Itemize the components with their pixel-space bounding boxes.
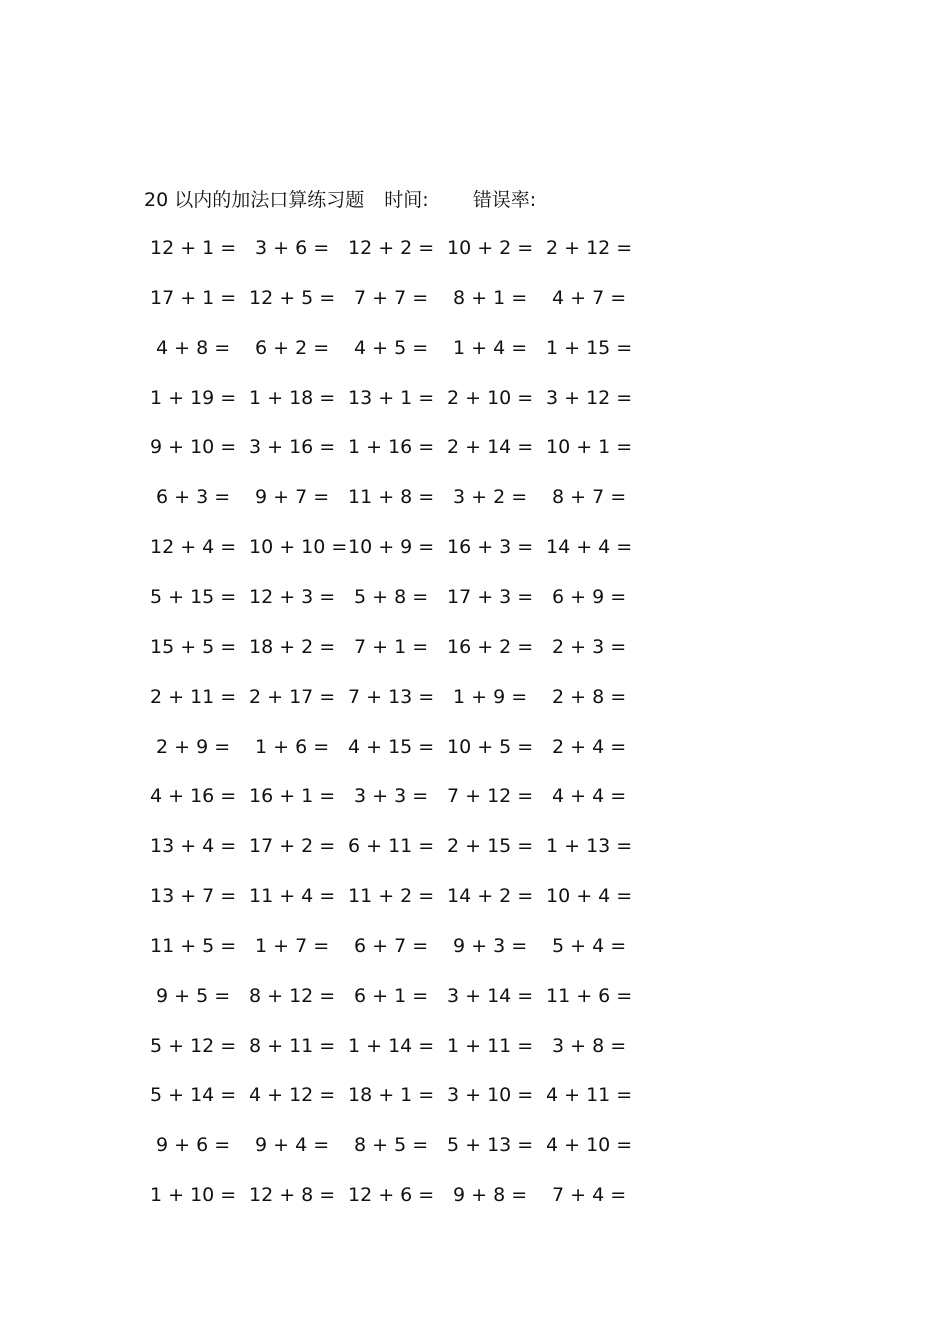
problem-item: 9 + 4 =	[255, 1134, 330, 1157]
problem-item: 6 + 7 =	[354, 934, 429, 957]
problem-item: 6 + 1 =	[354, 984, 429, 1007]
problem-item: 9 + 8 =	[453, 1184, 528, 1207]
problem-item: 5 + 12 =	[150, 1034, 237, 1057]
problem-item: 6 + 9 =	[552, 585, 627, 608]
problem-item: 10 + 4 =	[546, 885, 633, 908]
problem-item: 3 + 16 =	[249, 436, 336, 459]
problem-item: 1 + 15 =	[546, 336, 633, 359]
problem-item: 16 + 3 =	[447, 536, 534, 559]
problem-item: 11 + 5 =	[150, 934, 237, 957]
problem-item: 1 + 13 =	[546, 835, 633, 858]
problem-item: 1 + 18 =	[249, 386, 336, 409]
problem-item: 12 + 2 =	[348, 237, 435, 259]
problem-item: 8 + 1 =	[453, 286, 528, 309]
problem-item: 2 + 14 =	[447, 436, 534, 459]
problem-item: 8 + 11 =	[249, 1034, 336, 1057]
problem-item: 15 + 5 =	[150, 635, 237, 658]
problem-item: 2 + 12 =	[546, 237, 633, 259]
problem-item: 9 + 6 =	[156, 1134, 231, 1157]
worksheet-title: 20 以内的加法口算练习题	[144, 189, 365, 211]
problem-item: 3 + 10 =	[447, 1084, 534, 1107]
problem-item: 4 + 8 =	[156, 336, 231, 359]
problem-item: 4 + 7 =	[552, 286, 627, 309]
problem-item: 11 + 6 =	[546, 984, 633, 1007]
problem-item: 3 + 6 =	[255, 237, 330, 259]
problem-item: 4 + 16 =	[150, 785, 237, 808]
problem-item: 2 + 8 =	[552, 685, 627, 708]
problem-item: 8 + 5 =	[354, 1134, 429, 1157]
time-label: 时间:	[384, 189, 429, 211]
problem-item: 4 + 11 =	[546, 1084, 633, 1107]
problem-item: 2 + 10 =	[447, 386, 534, 409]
problem-item: 13 + 7 =	[150, 885, 237, 908]
problem-item: 18 + 2 =	[249, 635, 336, 658]
problem-item: 3 + 12 =	[546, 386, 633, 409]
problem-item: 7 + 1 =	[354, 635, 429, 658]
problem-item: 7 + 4 =	[552, 1184, 627, 1207]
problem-item: 2 + 15 =	[447, 835, 534, 858]
problem-item: 1 + 9 =	[453, 685, 528, 708]
problem-item: 12 + 1 =	[150, 237, 237, 259]
problem-item: 13 + 1 =	[348, 386, 435, 409]
problem-item: 10 + 2 =	[447, 237, 534, 259]
problem-item: 4 + 4 =	[552, 785, 627, 808]
problem-item: 7 + 12 =	[447, 785, 534, 808]
problem-item: 7 + 13 =	[348, 685, 435, 708]
problem-item: 1 + 11 =	[447, 1034, 534, 1057]
problem-item: 16 + 2 =	[447, 635, 534, 658]
problem-item: 11 + 2 =	[348, 885, 435, 908]
problem-item: 2 + 3 =	[552, 635, 627, 658]
problem-item: 10 + 5 =	[447, 735, 534, 758]
problem-item: 4 + 12 =	[249, 1084, 336, 1107]
problem-item: 2 + 9 =	[156, 735, 231, 758]
problem-item: 5 + 13 =	[447, 1134, 534, 1157]
problem-item: 9 + 5 =	[156, 984, 231, 1007]
problem-item: 3 + 8 =	[552, 1034, 627, 1057]
problem-item: 9 + 3 =	[453, 934, 528, 957]
problem-item: 5 + 14 =	[150, 1084, 237, 1107]
problem-item: 2 + 11 =	[150, 685, 237, 708]
problem-item: 6 + 11 =	[348, 835, 435, 858]
problem-item: 3 + 3 =	[354, 785, 429, 808]
problem-item: 4 + 5 =	[354, 336, 429, 359]
problem-item: 1 + 16 =	[348, 436, 435, 459]
problem-item: 1 + 4 =	[453, 336, 528, 359]
problem-item: 12 + 5 =	[249, 286, 336, 309]
problem-item: 2 + 17 =	[249, 685, 336, 708]
problem-item: 17 + 3 =	[447, 585, 534, 608]
problem-item: 16 + 1 =	[249, 785, 336, 808]
problem-item: 1 + 19 =	[150, 386, 237, 409]
problem-item: 5 + 8 =	[354, 585, 429, 608]
problem-item: 3 + 2 =	[453, 486, 528, 509]
problem-item: 5 + 4 =	[552, 934, 627, 957]
problem-item: 12 + 4 =	[150, 536, 237, 559]
problem-item: 8 + 12 =	[249, 984, 336, 1007]
problem-item: 14 + 4 =	[546, 536, 633, 559]
problem-item: 6 + 2 =	[255, 336, 330, 359]
problem-item: 7 + 7 =	[354, 286, 429, 309]
error-rate-label: 错误率:	[472, 189, 537, 211]
problem-item: 14 + 2 =	[447, 885, 534, 908]
problem-item: 5 + 15 =	[150, 585, 237, 608]
problem-item: 9 + 7 =	[255, 486, 330, 509]
problem-item: 1 + 10 =	[150, 1184, 237, 1207]
problem-item: 1 + 6 =	[255, 735, 330, 758]
problem-item: 10 + 9 =	[348, 536, 435, 559]
problem-item: 13 + 4 =	[150, 835, 237, 858]
problem-item: 12 + 3 =	[249, 585, 336, 608]
problem-item: 1 + 7 =	[255, 934, 330, 957]
problem-item: 18 + 1 =	[348, 1084, 435, 1107]
problem-item: 4 + 10 =	[546, 1134, 633, 1157]
problem-item: 17 + 2 =	[249, 835, 336, 858]
problem-item: 4 + 15 =	[348, 735, 435, 758]
problem-item: 1 + 14 =	[348, 1034, 435, 1057]
problem-item: 12 + 6 =	[348, 1184, 435, 1207]
problem-item: 9 + 10 =	[150, 436, 237, 459]
problem-item: 6 + 3 =	[156, 486, 231, 509]
problem-item: 3 + 14 =	[447, 984, 534, 1007]
problem-item: 12 + 8 =	[249, 1184, 336, 1207]
problem-item: 11 + 8 =	[348, 486, 435, 509]
problem-item: 8 + 7 =	[552, 486, 627, 509]
problem-item: 10 + 1 =	[546, 436, 633, 459]
problem-item: 2 + 4 =	[552, 735, 627, 758]
problem-item: 17 + 1 =	[150, 286, 237, 309]
problem-item: 10 + 10 =	[249, 536, 348, 559]
problem-item: 11 + 4 =	[249, 885, 336, 908]
